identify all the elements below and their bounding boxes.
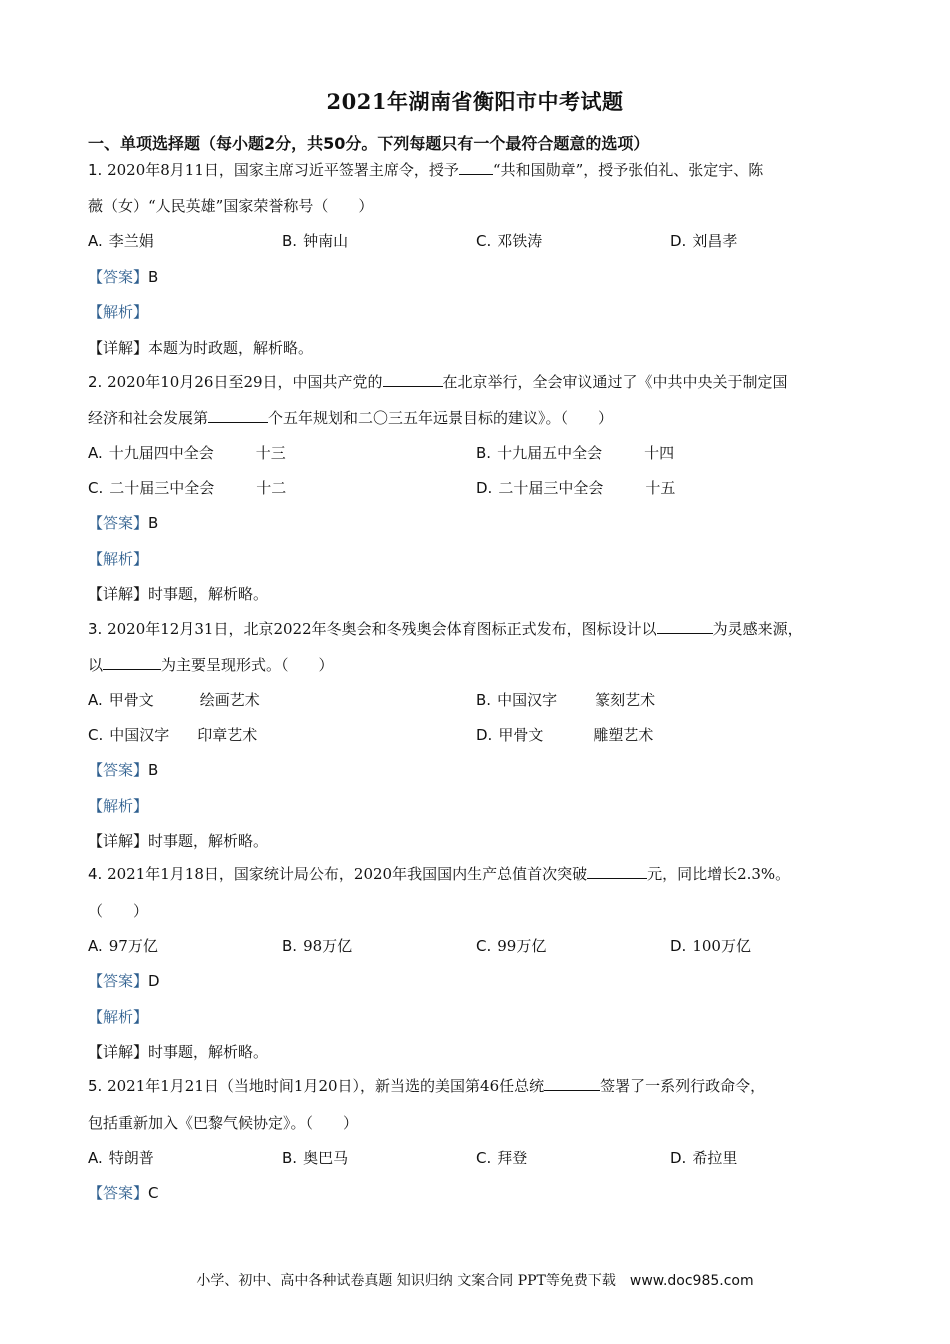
answer-value: B bbox=[148, 761, 159, 779]
option-d: D. 二十届三中全会 十五 bbox=[476, 479, 676, 497]
answer-blank bbox=[103, 655, 161, 670]
answer-value: D bbox=[148, 972, 160, 990]
answer-blank bbox=[383, 372, 443, 387]
answer-blank bbox=[587, 864, 647, 879]
detail-line bbox=[88, 584, 268, 604]
option-b: B. 奥巴马 bbox=[282, 1149, 349, 1167]
answer-line bbox=[88, 971, 160, 991]
analysis-tag: 【解析】 bbox=[88, 797, 149, 815]
answer-line bbox=[88, 267, 158, 287]
analysis-line bbox=[88, 1007, 148, 1027]
question-number: 3. bbox=[88, 620, 103, 638]
answer-blank bbox=[657, 619, 713, 634]
section-heading: 一、单项选择题（每小题2分，共50分。下列每题只有一个最符合题意的选项） bbox=[88, 134, 650, 153]
answer-blank bbox=[544, 1076, 600, 1091]
question-text: 2021年1月21日（当地时间1月20日），新当选的美国第46任总统 bbox=[107, 1077, 545, 1095]
option-b: B. 中国汉字 篆刻艺术 bbox=[476, 691, 656, 709]
answer-value: C bbox=[148, 1184, 159, 1202]
analysis-line bbox=[88, 549, 148, 569]
question-2-line-1 bbox=[88, 372, 788, 392]
option-b: B. 十九届五中全会 十四 bbox=[476, 444, 675, 462]
question-text: 签署了一系列行政命令， bbox=[600, 1077, 766, 1095]
detail-text: 本题为时政题，解析略。 bbox=[148, 339, 314, 357]
option-c: C. 邓铁涛 bbox=[476, 232, 543, 250]
question-text: 经济和社会发展第 bbox=[88, 409, 209, 427]
question-4-line-1 bbox=[88, 864, 790, 884]
answer-value: B bbox=[148, 268, 159, 286]
detail-text: 时事题，解析略。 bbox=[148, 585, 269, 603]
answer-blank bbox=[459, 160, 493, 175]
question-3-line-1 bbox=[88, 619, 803, 639]
answer-tag: 【答案】 bbox=[88, 761, 149, 779]
question-number: 4. bbox=[88, 865, 103, 883]
analysis-tag: 【解析】 bbox=[88, 1008, 149, 1026]
option-c: C. 拜登 bbox=[476, 1149, 528, 1167]
question-text: 为主要呈现形式。（ ） bbox=[161, 656, 334, 674]
detail-tag: 【详解】 bbox=[88, 585, 149, 603]
question-text: 元，同比增长2.3%。 bbox=[647, 865, 791, 883]
answer-tag: 【答案】 bbox=[88, 972, 149, 990]
option-c: C. 99万亿 bbox=[476, 937, 547, 955]
analysis-line bbox=[88, 302, 148, 322]
detail-tag: 【详解】 bbox=[88, 339, 149, 357]
detail-tag: 【详解】 bbox=[88, 1043, 149, 1061]
question-3-line-2 bbox=[88, 655, 334, 675]
question-5-line-2: 包括重新加入《巴黎气候协定》。（ ） bbox=[88, 1114, 359, 1132]
answer-tag: 【答案】 bbox=[88, 1184, 149, 1202]
question-text: 为灵感来源， bbox=[712, 620, 803, 638]
option-a: A. 97万亿 bbox=[88, 937, 158, 955]
question-text: 2020年8月11日，国家主席习近平签署主席令，授予 bbox=[107, 161, 459, 179]
question-text: 在北京举行，全会审议通过了《中共中央关于制定国 bbox=[442, 373, 788, 391]
analysis-line bbox=[88, 796, 148, 816]
option-c: C. 中国汉字 印章艺术 bbox=[88, 726, 258, 744]
question-number: 1. bbox=[88, 161, 103, 179]
question-text: 以 bbox=[88, 656, 104, 674]
question-text: 2021年1月18日，国家统计局公布，2020年我国国内生产总值首次突破 bbox=[107, 865, 588, 883]
detail-text: 时事题，解析略。 bbox=[148, 832, 269, 850]
question-number: 5. bbox=[88, 1077, 103, 1095]
detail-line bbox=[88, 1042, 268, 1062]
footer-url[interactable]: www.doc985.com bbox=[629, 1273, 754, 1289]
question-4-line-2: （ ） bbox=[88, 902, 149, 920]
question-text: 2020年10月26日至29日，中国共产党的 bbox=[107, 373, 383, 391]
question-text: 个五年规划和二〇三五年远景目标的建议》。（ ） bbox=[268, 409, 614, 427]
detail-text: 时事题，解析略。 bbox=[148, 1043, 269, 1061]
option-a: A. 十九届四中全会 十三 bbox=[88, 444, 286, 462]
option-d: D. 希拉里 bbox=[670, 1149, 738, 1167]
analysis-tag: 【解析】 bbox=[88, 550, 149, 568]
answer-blank bbox=[208, 408, 268, 423]
answer-value: B bbox=[148, 514, 159, 532]
option-b: B. 钟南山 bbox=[282, 232, 349, 250]
answer-tag: 【答案】 bbox=[88, 268, 149, 286]
answer-line bbox=[88, 760, 158, 780]
detail-line bbox=[88, 831, 268, 851]
analysis-tag: 【解析】 bbox=[88, 303, 149, 321]
question-1-line-1 bbox=[88, 160, 763, 180]
page-title: 2021年湖南省衡阳市中考试题 bbox=[326, 89, 624, 114]
answer-line bbox=[88, 1183, 159, 1203]
option-d: D. 100万亿 bbox=[670, 937, 751, 955]
page-footer bbox=[0, 1270, 950, 1290]
option-a: A. 甲骨文 绘画艺术 bbox=[88, 691, 260, 709]
option-b: B. 98万亿 bbox=[282, 937, 353, 955]
answer-line bbox=[88, 513, 158, 533]
question-text: “共和国勋章”，授予张伯礼、张定宇、陈 bbox=[492, 161, 764, 179]
question-number: 2. bbox=[88, 373, 103, 391]
option-d: D. 刘昌孝 bbox=[670, 232, 738, 250]
option-c: C. 二十届三中全会 十二 bbox=[88, 479, 287, 497]
question-1-line-2: 薇（女）“人民英雄”国家荣誉称号（ ） bbox=[88, 197, 374, 215]
question-text: 2020年12月31日，北京2022年冬奥会和冬残奥会体育图标正式发布，图标设计以 bbox=[107, 620, 657, 638]
question-5-line-1 bbox=[88, 1076, 765, 1096]
option-d: D. 甲骨文 雕塑艺术 bbox=[476, 726, 654, 744]
option-a: A. 特朗普 bbox=[88, 1149, 154, 1167]
option-a: A. 李兰娟 bbox=[88, 232, 154, 250]
detail-line bbox=[88, 338, 313, 358]
answer-tag: 【答案】 bbox=[88, 514, 149, 532]
footer-text: 小学、初中、高中各种试卷真题 知识归纳 文案合同 PPT等免费下载 bbox=[196, 1273, 616, 1289]
question-2-line-2 bbox=[88, 408, 613, 428]
detail-tag: 【详解】 bbox=[88, 832, 149, 850]
